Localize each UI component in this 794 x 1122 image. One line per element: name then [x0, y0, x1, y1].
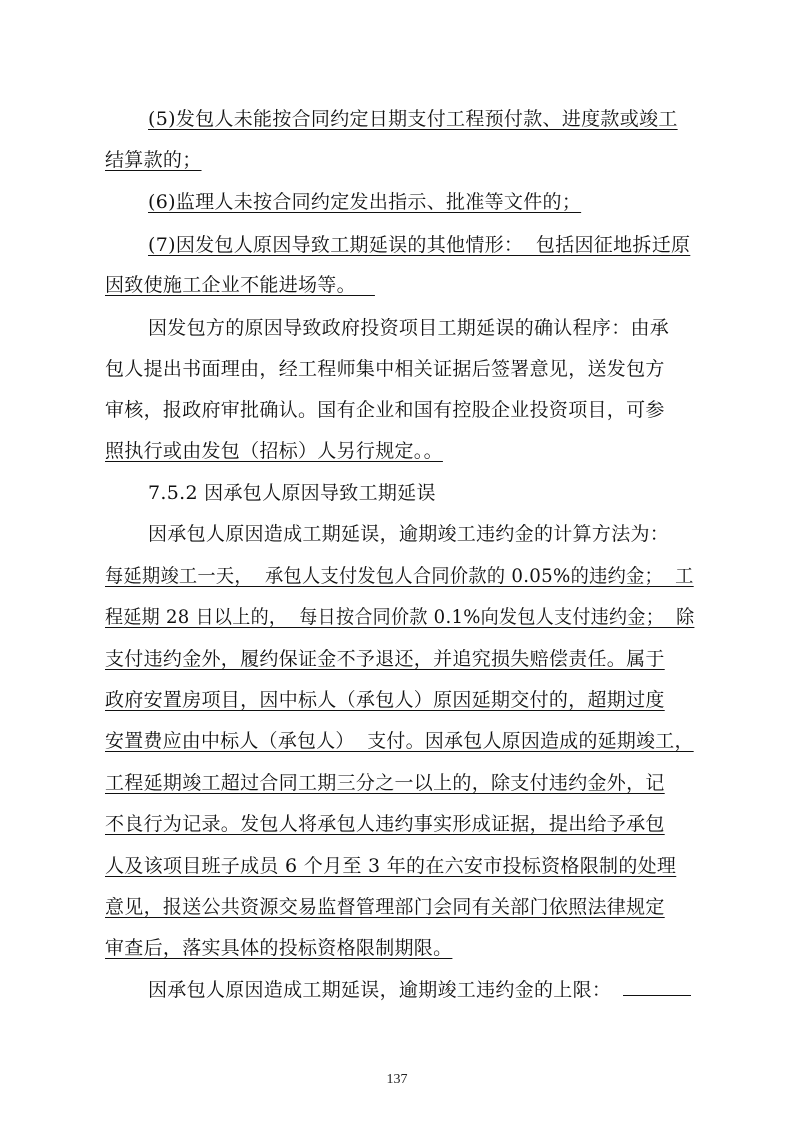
section-heading-7-5-2: 7.5.2 因承包人原因导致工期延误: [148, 482, 436, 504]
confirmation-paragraph-line-4: 照执行或由发包（招标）人另行规定。。: [105, 440, 443, 462]
clause-6: (6)监理人未按合同约定发出指示、批准等文件的；: [148, 191, 582, 213]
penalty-paragraph-line-2: 程延期 28 日以上的， 每日按合同价款 0.1%向发包人支付违约金； 除: [105, 606, 695, 628]
confirmation-paragraph-line-3: 审核，报政府审批确认。国有企业和国有控股企业投资项目，可参: [105, 399, 665, 421]
penalty-paragraph-line-4: 政府安置房项目，因中标人（承包人）原因延期交付的，超期过度: [105, 689, 665, 711]
penalty-paragraph-line-5: 安置费应由中标人（承包人） 支付。因承包人原因造成的延期竣工，: [105, 730, 694, 752]
penalty-cap-label: 因承包人原因造成工期延误，逾期竣工违约金的上限：: [148, 979, 612, 1001]
clause-7-line-2: 因致使施工企业不能进场等。: [105, 274, 375, 296]
clause-5-line-2: 结算款的；: [105, 149, 202, 171]
penalty-paragraph-line-10: 审查后，落实具体的投标资格限制期限。: [105, 937, 453, 959]
clause-5-line-1: (5)发包人未能按合同约定日期支付工程预付款、进度款或竣工: [148, 108, 678, 130]
page-number: 137: [386, 1072, 408, 1087]
confirmation-paragraph-line-1: 因发包方的原因导致政府投资项目工期延误的确认程序：由承: [148, 317, 670, 339]
clause-7-line-1: (7)因发包人原因导致工期延误的其他情形： 包括因征地拆迁原: [148, 234, 691, 256]
penalty-paragraph-line-1: 每延期竣工一天， 承包人支付发包人合同价款的 0.05%的违约金； 工: [105, 565, 694, 587]
penalty-paragraph-line-7: 不良行为记录。发包人将承包人违约事实形成证据，提出给予承包: [105, 813, 665, 835]
penalty-paragraph-line-9: 意见，报送公共资源交易监督管理部门会同有关部门依照法律规定: [105, 896, 665, 918]
penalty-paragraph-line-3: 支付违约金外，履约保证金不予退还，并追究损失赔偿责任。属于: [105, 648, 665, 670]
penalty-method-intro: 因承包人原因造成工期延误，逾期竣工违约金的计算方法为：: [148, 523, 670, 545]
penalty-paragraph-line-8: 人及该项目班子成员 6 个月至 3 年的在六安市投标资格限制的处理: [105, 855, 677, 877]
confirmation-paragraph-line-2: 包人提出书面理由，经工程师集中相关证据后签署意见，送发包方: [105, 358, 665, 380]
penalty-cap-fill-blank[interactable]: [623, 995, 691, 996]
penalty-paragraph-line-6: 工程延期竣工超过合同工期三分之一以上的，除支付违约金外，记: [105, 772, 665, 794]
